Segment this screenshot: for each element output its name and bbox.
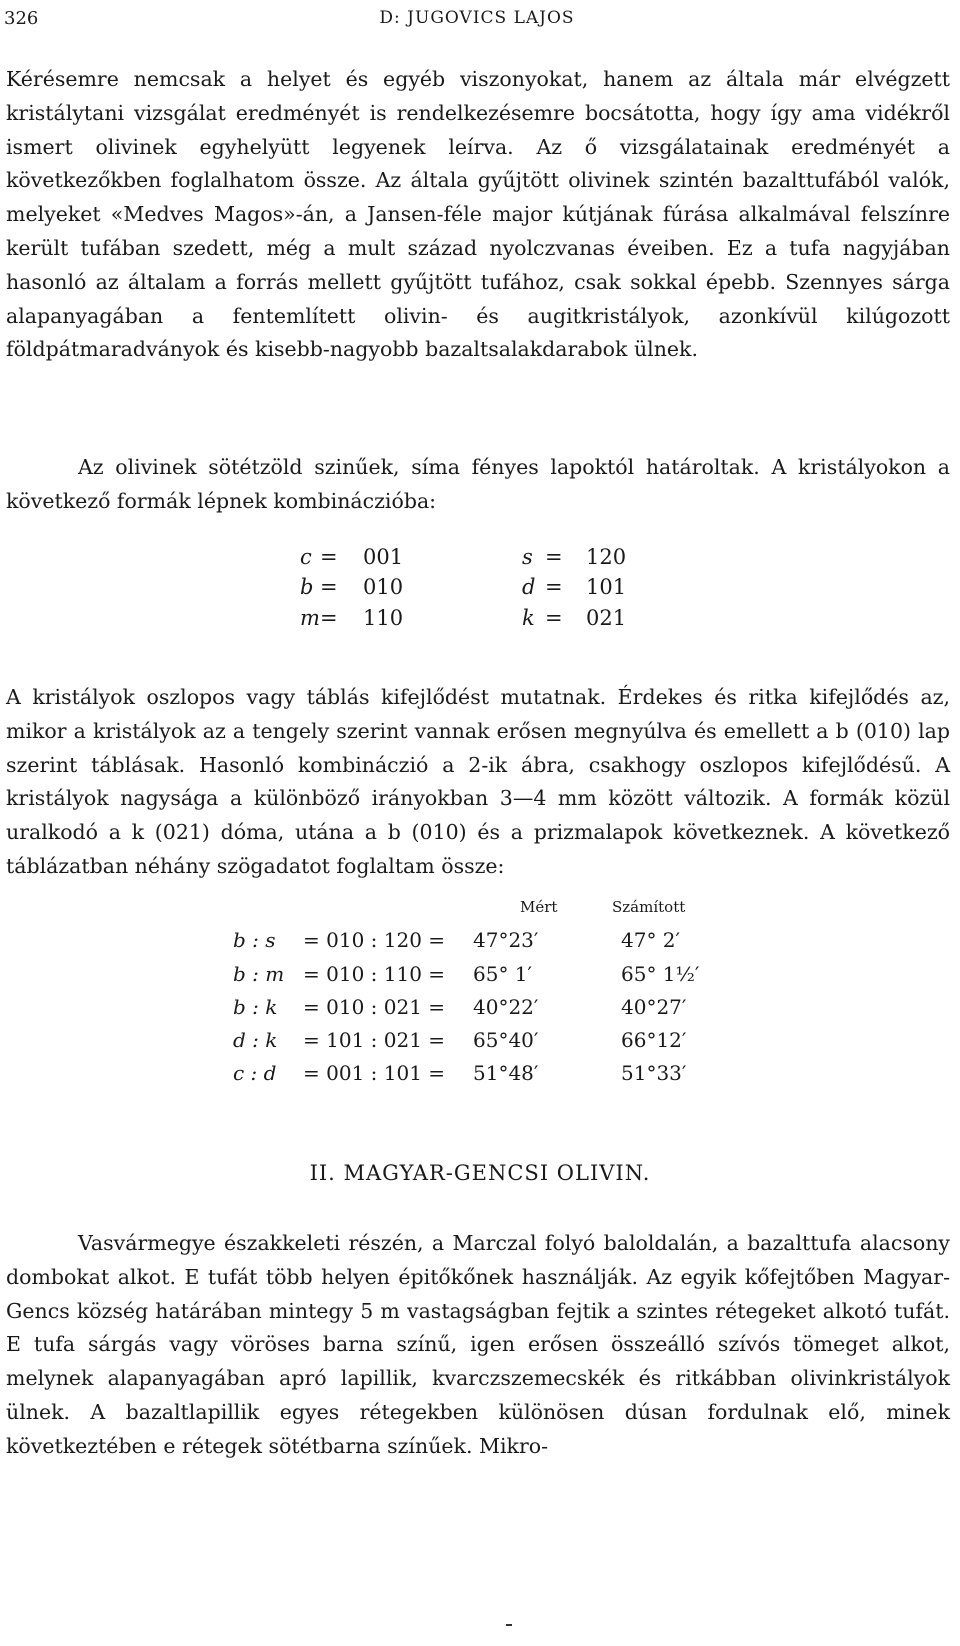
angle-row [233, 928, 793, 960]
angle-row [233, 962, 793, 994]
form-symbol: c [300, 545, 312, 569]
face-pair: b : k [233, 995, 278, 1019]
measured-angle: 65°40′ [473, 1028, 539, 1052]
paragraph-magyar-gencs: Vasvármegye északkeleti részén, a Marczal folyó baloldalán, a bazalttufa alacsony dombokat alkot. E tufát több helyen épitőkőnek használják. Az egyik kőfejtőben Magyar-Gencs község határában mintegy 5 m vastagságban fejtik a szintes rétegeket alkotó tufát. E tufa sárgás vagy vöröses barna színű, igen erősen összeálló szívós tömeget alkot, melynek alapanyagában apró lapillik, kvarczszemecskék és ritkábban olivinkristályok ülnek. A bazaltlapillik egyes rétegekben különösen dúsan fordulnak elő, minek következtében e rétegek sötétbarna színűek. Mikro- [6, 1231, 950, 1458]
form-symbol: s [522, 545, 533, 569]
form-symbol: d [522, 575, 536, 599]
face-indices: = 010 : 120 = [303, 928, 446, 952]
computed-angle: 40°27′ [621, 995, 687, 1019]
equals-sign: = [320, 545, 338, 569]
measured-angle: 65° 1′ [473, 962, 533, 986]
face-indices: = 010 : 110 = [303, 962, 446, 986]
form-index: 110 [363, 606, 404, 630]
measured-column-header: Mért [520, 898, 558, 916]
page-number: 326 [4, 8, 39, 29]
form-symbol: b [300, 575, 314, 599]
form-index: 120 [586, 545, 627, 569]
angle-row [233, 1061, 793, 1093]
measured-angle: 47°23′ [473, 928, 539, 952]
equals-sign: = [320, 606, 338, 630]
paragraph-crystal-habit: A kristályok oszlopos vagy táblás kifejlődést mutatnak. Érdekes és ritka kifejlődés az, mikor a kristályok az a tengely szerint vannak erősen megnyúlva és emellett a b (010) lap szerint táblásak. Hasonló kombináczió a 2-ik ábra, csakhogy oszlopos kifejlődésű. A kristályok nagysága a különböző irányokban 3—4 mm között változik. A formák közül uralkodó a k (021) dóma, utána a b (010) és a prizmalapok következnek. A következő táblázatban néhány szögadatot foglaltam össze: [6, 685, 950, 878]
form-index: 010 [363, 575, 404, 599]
computed-angle: 65° 1½′ [621, 962, 700, 986]
running-title: D: JUGOVICS LAJOS [379, 8, 575, 28]
form-index: 101 [586, 575, 627, 599]
equals-sign: = [545, 575, 563, 599]
equals-sign: = [545, 606, 563, 630]
measured-angle: 40°22′ [473, 995, 539, 1019]
computed-column-header: Számított [612, 898, 686, 916]
form-symbol: m [300, 606, 320, 630]
computed-angle: 51°33′ [621, 1061, 687, 1085]
computed-angle: 47° 2′ [621, 928, 681, 952]
face-indices: = 001 : 101 = [303, 1061, 446, 1085]
form-index: 001 [363, 545, 404, 569]
running-head [4, 8, 950, 38]
face-pair: c : d [233, 1061, 277, 1085]
printer-mark [506, 1624, 512, 1626]
face-indices: = 101 : 021 = [303, 1028, 446, 1052]
angle-row [233, 1028, 793, 1060]
equals-sign: = [320, 575, 338, 599]
face-indices: = 010 : 021 = [303, 995, 446, 1019]
face-pair: b : m [233, 962, 285, 986]
form-index: 021 [586, 606, 627, 630]
paragraph-olivine-description: Az olivinek sötétzöld szinűek, síma fényes lapoktól határoltak. A kristályokon a következő formák lépnek kombináczióba: [6, 455, 950, 513]
measured-angle: 51°48′ [473, 1061, 539, 1085]
angle-row [233, 995, 793, 1027]
paragraph-intro: Kérésemre nemcsak a helyet és egyéb viszonyokat, hanem az általa már elvégzett kristálytani vizsgálat eredményét is rendelkezésemre bocsátotta, hogy így ama vidékről ismert olivinek egyhelyütt legyenek leírva. Az ő vizsgálatainak eredményét a következőkben foglalhatom össze. Az általa gyűjtött olivinek szintén bazalttufából valók, melyeket «Medves Magos»-án, a Jansen-féle major kútjának fúrása alkalmával felszínre került tufában szedett, még a mult század nyolczvanas éveiben. Ez a tufa nagyjában hasonló az általam a forrás mellett gyűjtött tufához, csak sokkal épebb. Szennyes sárga alapanyagában a fentemlített olivin- és augitkristályok, azonkívül kilúgozott földpátmaradványok és kisebb-nagyobb bazaltsalakdarabok ülnek. [6, 67, 950, 362]
section-heading: II. MAGYAR-GENCSI OLIVIN. [309, 1161, 651, 1185]
computed-angle: 66°12′ [621, 1028, 687, 1052]
equals-sign: = [545, 545, 563, 569]
face-pair: d : k [233, 1028, 278, 1052]
face-pair: b : s [233, 928, 276, 952]
form-symbol: k [522, 606, 535, 630]
